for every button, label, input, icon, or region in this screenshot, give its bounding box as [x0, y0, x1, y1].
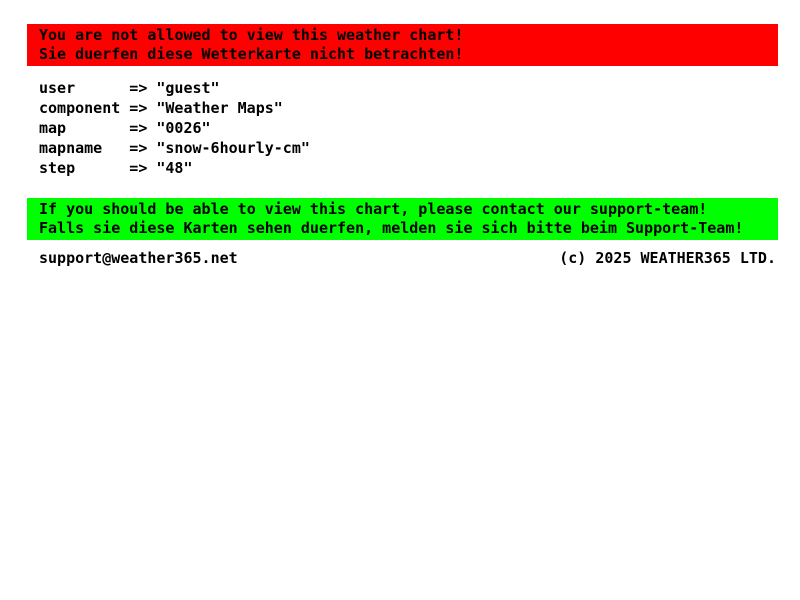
info-arrow: => — [129, 159, 148, 177]
info-arrow: => — [129, 99, 148, 117]
info-row — [39, 138, 310, 158]
access-denied-banner — [27, 24, 778, 66]
support-line-german: Falls sie diese Karten sehen duerfen, melden sie sich bitte beim Support-Team! — [39, 219, 744, 237]
info-key: map — [39, 119, 67, 137]
copyright-notice: (c) 2025 WEATHER365 LTD. — [559, 249, 776, 267]
info-key: user — [39, 79, 76, 97]
info-row — [39, 98, 310, 118]
denied-line-english: You are not allowed to view this weather chart! — [39, 26, 464, 44]
info-arrow: => — [129, 119, 148, 137]
denied-line-german: Sie duerfen diese Wetterkarte nicht betrachten! — [39, 45, 464, 63]
info-value: "0026" — [156, 119, 211, 137]
info-key: step — [39, 159, 76, 177]
support-email: support@weather365.net — [39, 249, 238, 267]
info-row — [39, 118, 310, 138]
info-arrow: => — [129, 139, 148, 157]
support-banner — [27, 198, 778, 240]
info-value: "snow-6hourly-cm" — [156, 139, 310, 157]
info-key: component — [39, 99, 121, 117]
support-line-english: If you should be able to view this chart, please contact our support-team! — [39, 200, 708, 218]
info-arrow: => — [129, 79, 148, 97]
request-info-list — [39, 78, 310, 178]
info-value: "guest" — [156, 79, 220, 97]
page-footer — [39, 248, 776, 268]
info-row — [39, 78, 310, 98]
info-row — [39, 158, 310, 178]
info-key: mapname — [39, 139, 103, 157]
info-value: "48" — [156, 159, 193, 177]
info-value: "Weather Maps" — [156, 99, 283, 117]
